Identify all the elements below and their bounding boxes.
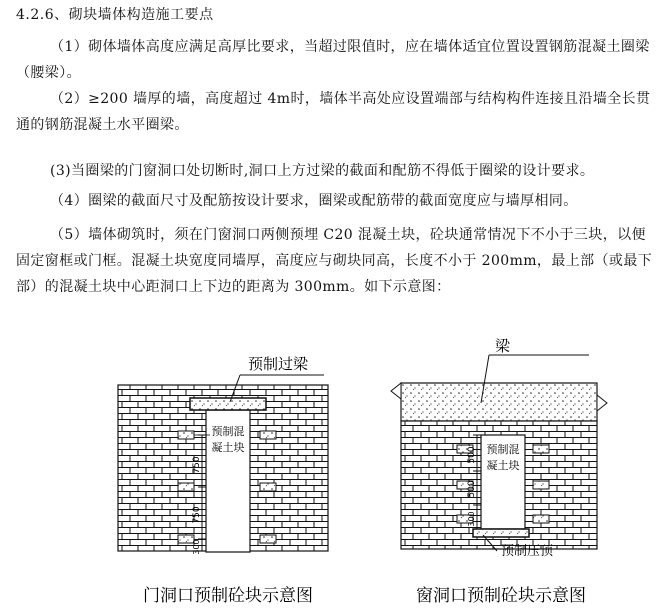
dimension-label: 750: [192, 456, 202, 474]
concrete-block: [260, 431, 276, 439]
paragraph-4: （4）圈梁的截面尺寸及配筋按设计要求，圈梁或配筋带的截面宽度应与墙厚相同。: [50, 193, 578, 209]
section-heading: 4.2.6、砌块墙体构造施工要点: [16, 7, 214, 23]
concrete-block: [260, 483, 276, 491]
concrete-block: [178, 431, 194, 439]
beam: [401, 383, 597, 421]
precast-coping: [473, 529, 529, 537]
paragraph-5: （5）墙体砌筑时，须在门窗洞口两侧预埋 C20 混凝土块，砼块通常情况下不小于三块，以便固定窗框或门框。混凝土块宽度同墙厚，高度应与砌块同高，长度不小于 200mm，最上部（或最下部）的混凝土块中心距洞口上下边的距离为 300mm。如下示意图：: [16, 227, 653, 295]
dimension-label: 300: [192, 539, 201, 555]
concrete-block: [533, 445, 549, 453]
paragraph-2: （2）≥200 墙厚的墙，高度超过 4m时，墙体半高处应设置端部与结构构件连接且沿墙全长贯通的钢筋混凝土水平圈梁。: [16, 91, 651, 133]
door-caption: 门洞口预制砼块示意图: [143, 586, 313, 606]
lintel-label: 预制过梁: [248, 355, 309, 373]
dimension-label: 500: [467, 446, 477, 464]
dimension-label: 500: [467, 480, 477, 498]
block-label: 预制混: [486, 443, 520, 456]
concrete-block: [260, 535, 276, 543]
concrete-block: [533, 515, 549, 523]
precast-lintel: [190, 398, 266, 410]
paragraph-3: (3)当圈梁的门窗洞口处切断时,洞口上方过梁的截面和配筋不得低于圈梁的设计要求。: [50, 163, 595, 179]
block-label: 凝土块: [486, 459, 520, 472]
block-label: 预制混: [211, 425, 245, 438]
block-label: 凝土块: [211, 441, 245, 454]
dimension-label: 750: [192, 506, 202, 524]
dimension-label: 300: [467, 511, 476, 527]
concrete-block: [533, 481, 549, 489]
door-opening-diagram: [110, 335, 350, 611]
coping-label: 预制压顶: [501, 544, 554, 559]
window-caption: 窗洞口预制砼块示意图: [416, 586, 586, 606]
beam-label: 梁: [495, 337, 511, 355]
concrete-block: [178, 483, 194, 491]
window-opening-diagram: [385, 335, 635, 611]
paragraph-1: （1）砌体墙体高度应满足高厚比要求，当超过限值时，应在墙体适宜位置设置钢筋混凝土圈梁（腰梁）。: [16, 39, 650, 81]
